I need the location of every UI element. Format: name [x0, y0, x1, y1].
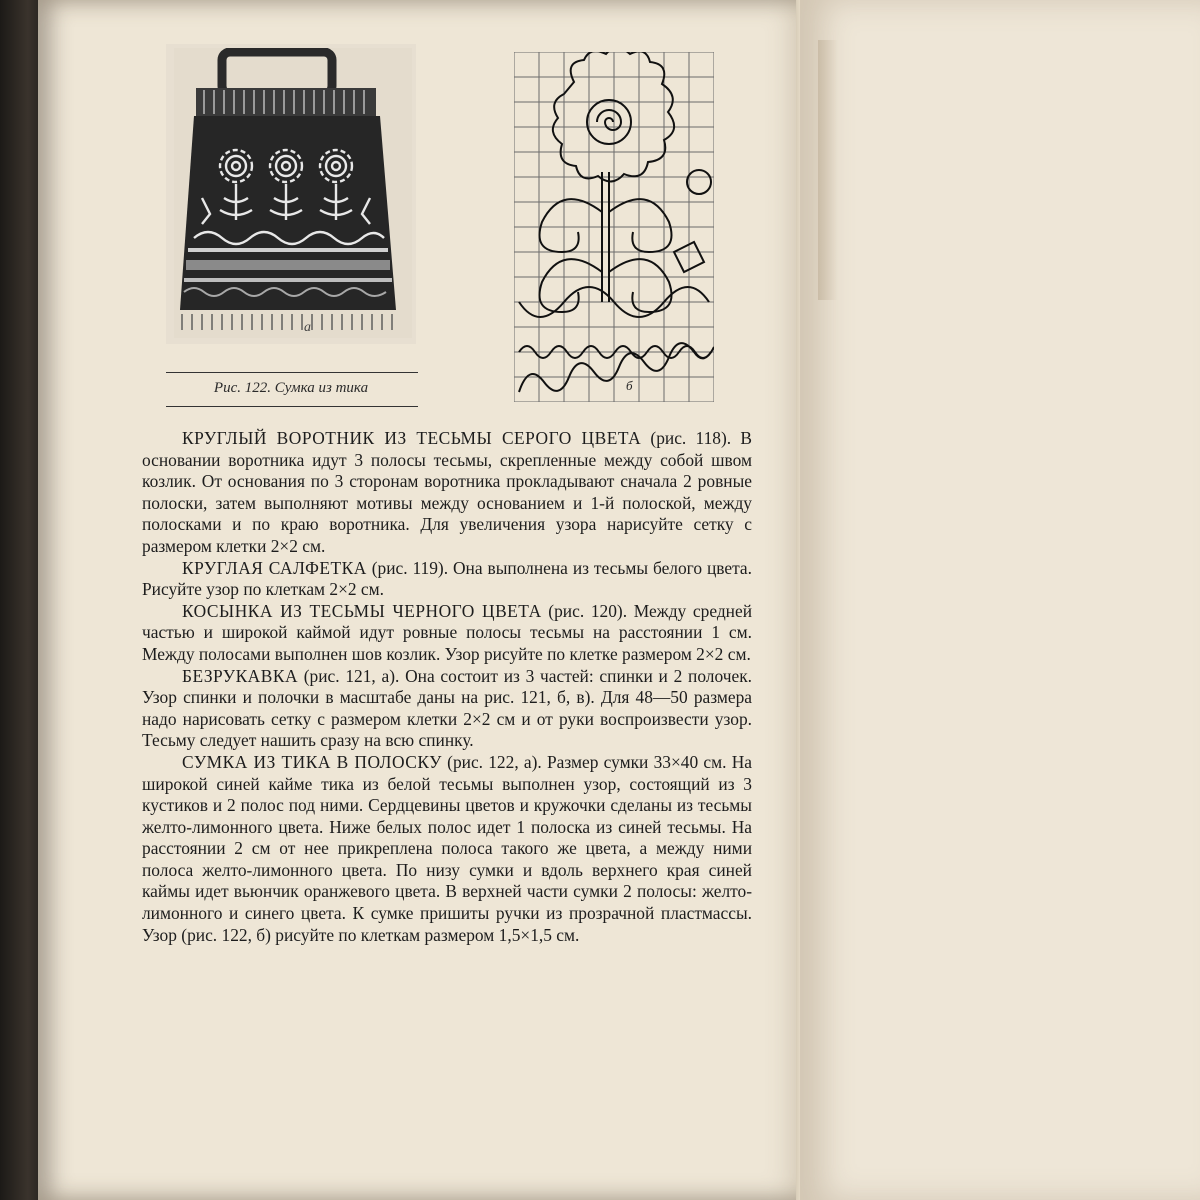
paragraph-kerchief: [142, 601, 752, 666]
caption-rule-top: [166, 372, 418, 373]
text-bag: (рис. 122, а). Размер сумки 33×40 см. На широкой синей кайме тика из белой тесьмы выполнен узор, состоящий из 3 кустиков и 2 полос под ними. Сердцевины цветов и кружочки сделаны из тесьмы желто-лимонного цвета. Ниже белых полос идет 1 полоска из синей тесьмы. На расстоянии 2 см от нее прикреплена полоса такого же цвета, а между ними полоса желто-лимонного цвета. По низу сумки и вдоль верхнего края синей каймы идет вьюнчик оранжевого цвета. В верхней части сумки 2 полосы: желто-лимонного и синего цвета. К сумке пришиты ручки из прозрачной пластмассы. Узор (рис. 122, б) рисуйте по клеткам размером 1,5×1,5 см.: [142, 751, 752, 945]
figure-caption: Рис. 122. Сумка из тика: [213, 380, 369, 396]
heading-collar: КРУГЛЫЙ ВОРОТНИК ИЗ ТЕСЬМЫ СЕРОГО ЦВЕТА: [182, 428, 642, 448]
paragraph-napkin: [142, 558, 752, 601]
paragraph-bag: [142, 752, 752, 946]
text-collar: (рис. 118). В основании воротника идут 3 полосы тесьмы, скрепленные между собой швом козлик. От основания по 3 сторонам воротника прокладывают сначала 2 ровные полоски, затем выполняют мотивы между основанием и 1-й полоской, между полосками и по краю воротника. Для увеличения узора нарисуйте сетку с размером клетки 2×2 см.: [142, 428, 752, 556]
text-vest: (рис. 121, а). Она состоит из 3 частей: спинки и 2 полочек. Узор спинки и полочки в масштабе даны на рис. 121, б, в). Для 48—50 размера надо нарисовать сетку с размером клетки 2×2 см и от руки воспроизвести узор. Тесьму следует нашить сразу на всю спинку.: [142, 665, 752, 751]
caption-rule-bottom: [166, 406, 418, 407]
right-page-blank: [800, 0, 1200, 1200]
photo-label: а: [304, 320, 311, 335]
bag-photo: [166, 44, 416, 344]
paragraph-vest: [142, 666, 752, 752]
bag-photo-image: [174, 48, 412, 338]
pattern-grid-diagram: [514, 52, 714, 402]
heading-kerchief: КОСЫНКА ИЗ ТЕСЬМЫ ЧЕРНОГО ЦВЕТА: [182, 600, 542, 621]
heading-vest: БЕЗРУКАВКА: [182, 665, 299, 686]
paragraph-collar: [142, 428, 752, 558]
heading-napkin: КРУГЛАЯ САЛФЕТКА: [182, 557, 367, 578]
diagram-label: б: [626, 378, 633, 393]
text-napkin: (рис. 119). Она выполнена из тесьмы белого цвета. Рисуйте узор по клеткам 2×2 см.: [142, 557, 752, 600]
body-text: [142, 428, 752, 946]
torn-edge: [818, 40, 838, 300]
text-kerchief: (рис. 120). Между средней частью и широкой каймой идут ровные полосы тесьмы на расстоянии 1 см. Между полосами выполнен шов козлик. Узор рисуйте по клетке размером 2×2 см.: [142, 600, 753, 664]
heading-bag: СУМКА ИЗ ТИКА В ПОЛОСКУ: [182, 751, 442, 772]
